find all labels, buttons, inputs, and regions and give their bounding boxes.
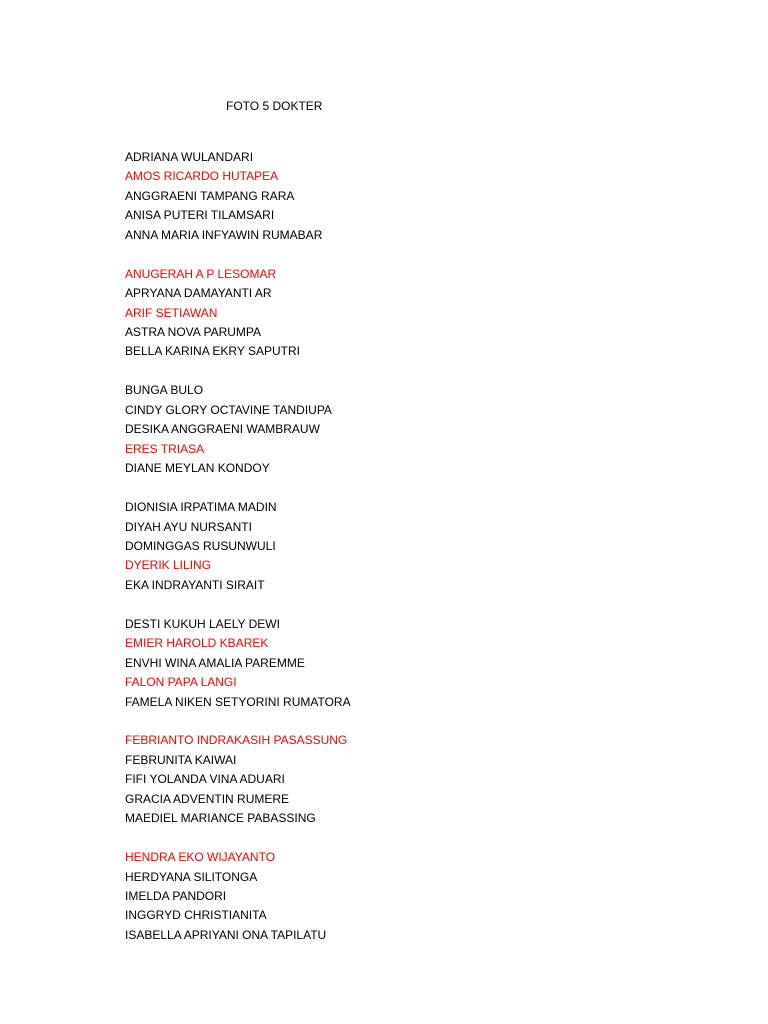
name-entry: BELLA KARINA EKRY SAPUTRI [125,344,300,359]
name-entry: DOMINGGAS RUSUNWULI [125,538,276,553]
name-group [125,381,685,478]
name-entry: IMELDA PANDORI [125,889,227,903]
name-entry: DIYAH AYU NURSANTI [125,519,252,534]
highlighted-name: HENDRA EKO WIJAYANTO [125,850,276,865]
name-entry: HERDYANA SILITONGA [125,869,258,884]
name-list [125,148,685,965]
name-entry: BUNGA BULO [125,383,204,398]
name-group [125,265,685,362]
name-group [125,731,685,828]
highlighted-name: DYERIK LILING [125,558,212,573]
name-entry: ANNA MARIA INFYAWIN RUMABAR [125,227,323,242]
name-entry: APRYANA DAMAYANTI AR [125,286,272,301]
name-entry: ASTRA NOVA PARUMPA [125,325,262,339]
highlighted-name: ANUGERAH A P LESOMAR [125,266,277,281]
name-entry: DESIKA ANGGRAENI WAMBRAUW [125,422,320,437]
name-group [125,848,685,945]
name-entry: ADRIANA WULANDARI [125,150,254,164]
name-entry: INGGRYD CHRISTIANITA [125,908,267,923]
name-entry: FIFI YOLANDA VINA ADUARI [125,772,285,787]
document-title: FOTO 5 DOKTER [226,99,323,113]
name-entry: DESTI KUKUH LAELY DEWI [125,616,280,631]
highlighted-name: ARIF SETIAWAN [125,305,218,320]
highlighted-name: EMIER HAROLD KBAREK [125,636,269,651]
name-group [125,498,685,595]
name-entry: DIANE MEYLAN KONDOY [125,461,270,476]
name-entry: EKA INDRAYANTI SIRAIT [125,577,265,592]
name-entry: FEBRUNITA KAIWAI [125,752,237,767]
name-entry: FAMELA NIKEN SETYORINI RUMATORA [125,694,351,709]
name-group [125,148,685,245]
name-entry: ISABELLA APRIYANI ONA TAPILATU [125,927,327,942]
name-entry: ENVHI WINA AMALIA PAREMME [125,655,305,670]
highlighted-name: ERES TRIASA [125,441,205,456]
highlighted-name: AMOS RICARDO HUTAPEA [125,169,279,184]
name-entry: GRACIA ADVENTIN RUMERE [125,791,290,806]
name-entry: ANISA PUTERI TILAMSARI [125,208,275,223]
name-entry: ANGGRAENI TAMPANG RARA [125,188,295,203]
name-entry: DIONISIA IRPATIMA MADIN [125,500,277,515]
highlighted-name: FEBRIANTO INDRAKASIH PASASSUNG [125,733,348,748]
name-entry: CINDY GLORY OCTAVINE TANDIUPA [125,402,332,417]
highlighted-name: FALON PAPA LANGI [125,675,237,690]
name-group [125,615,685,712]
name-entry: MAEDIEL MARIANCE PABASSING [125,811,316,826]
